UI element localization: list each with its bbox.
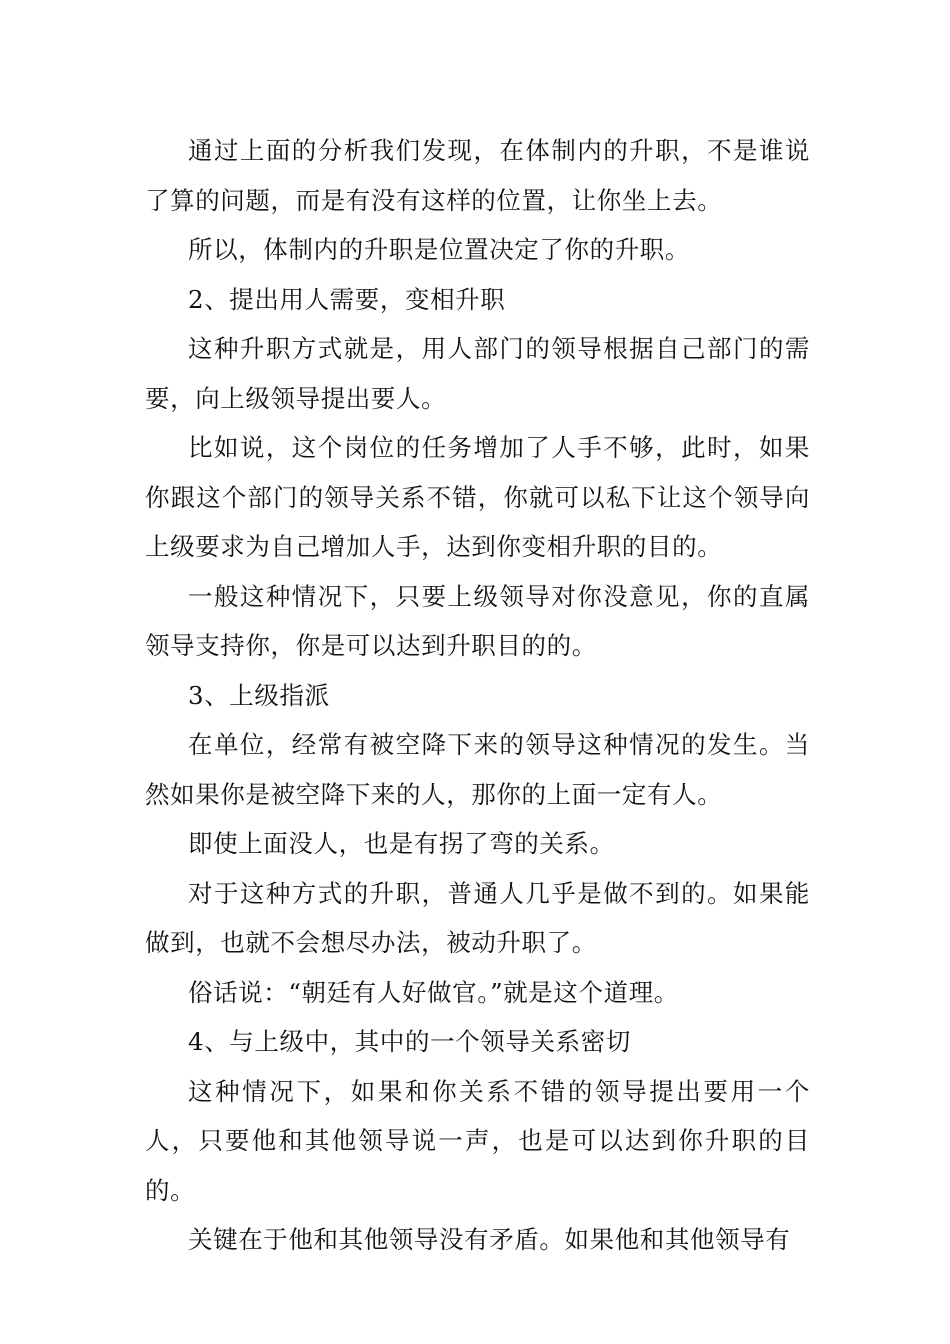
paragraph: 通过上面的分析我们发现，在体制内的升职，不是谁说了算的问题，而是有没有这样的位置，让你坐上去。 — [145, 136, 810, 215]
document-body — [145, 126, 810, 1265]
paragraph: 在单位，经常有被空降下来的领导这种情况的发生。当然如果你是被空降下来的人，那你的上面一定有人。 — [145, 730, 810, 809]
paragraph: 对于这种方式的升职，普通人几乎是做不到的。如果能做到，也就不会想尽办法，被动升职了。 — [145, 878, 810, 957]
paragraph: 所以，体制内的升职是位置决定了你的升职。 — [188, 235, 690, 264]
paragraph: 俗话说：“朝廷有人好做官。”就是这个道理。 — [188, 977, 679, 1007]
paragraph: 比如说，这个岗位的任务增加了人手不够，此时，如果你跟这个部门的领导关系不错，你就可以私下让这个领导向上级要求为自己增加人手，达到你变相升职的目的。 — [145, 433, 810, 561]
section-heading: 3、上级指派 — [188, 680, 330, 710]
section-heading: 4、与上级中，其中的一个领导关系密切 — [188, 1027, 631, 1056]
paragraph: 即使上面没人，也是有拐了弯的关系。 — [188, 829, 615, 858]
paragraph: 这种升职方式就是，用人部门的领导根据自己部门的需要，向上级领导提出要人。 — [145, 334, 810, 413]
section-heading: 2、提出用人需要，变相升职 — [188, 284, 506, 314]
paragraph: 一般这种情况下，只要上级领导对你没意见，你的直属领导支持你，你是可以达到升职目的的。 — [145, 581, 810, 660]
paragraph: 这种情况下，如果和你关系不错的领导提出要用一个人，只要他和其他领导说一声，也是可以达到你升职的目的。 — [145, 1076, 810, 1205]
paragraph: 关键在于他和其他领导没有矛盾。如果他和其他领导有 — [188, 1225, 791, 1254]
